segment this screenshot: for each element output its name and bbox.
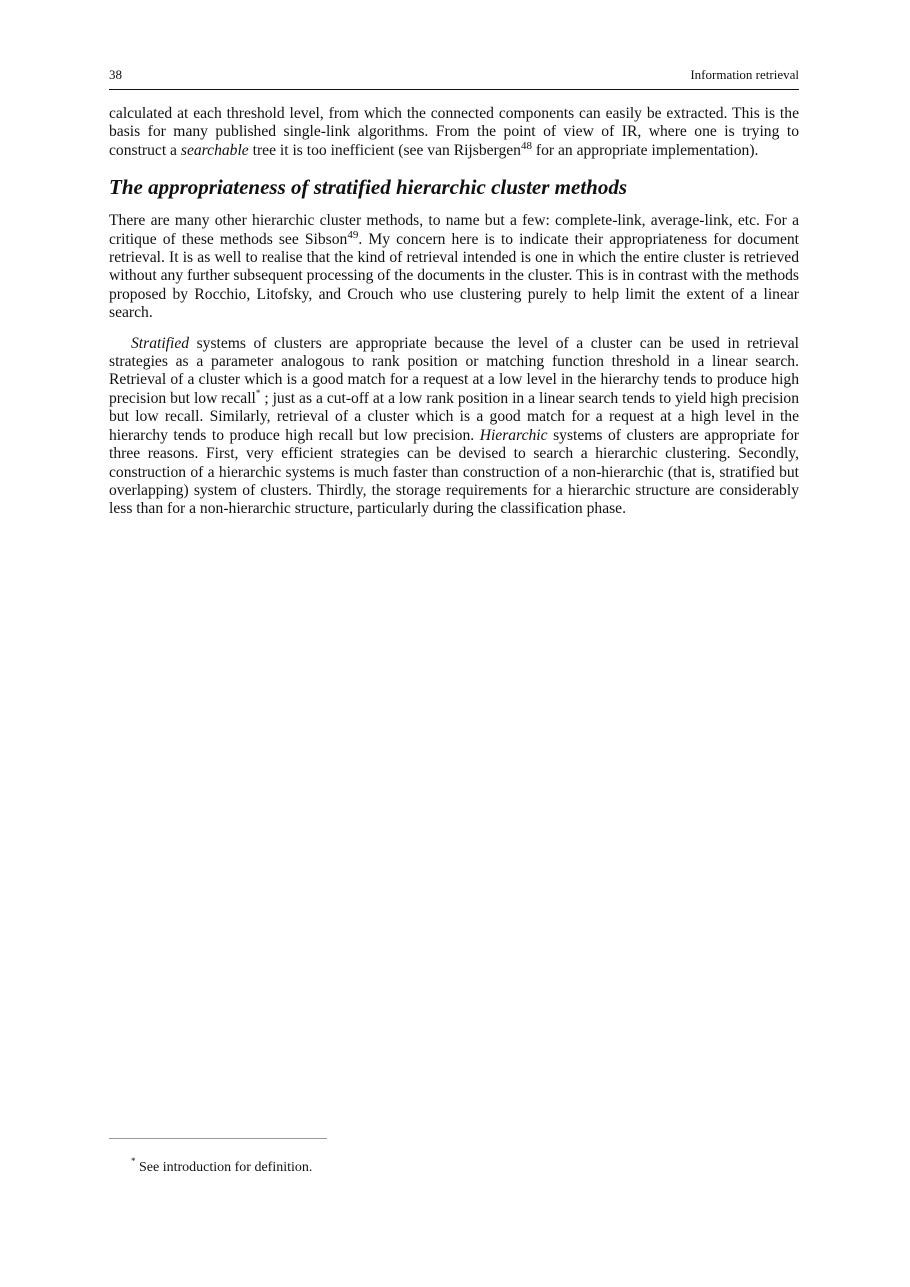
emphasis-searchable: searchable [180,141,249,159]
body-text [109,105,799,519]
footnote-star: * [131,1156,136,1166]
emphasis-stratified: Stratified [131,334,190,352]
section-heading: The appropriateness of stratified hierarchic cluster methods [109,175,628,200]
page-number: 38 [109,67,122,82]
reference-49: 49 [347,228,359,241]
intro-paragraph: calculated at each threshold level, from which the connected components can easily be extracted. This is the basis for many published single-link algorithms. From the point of view of IR, where one is trying to construct a searchable tree it is too inefficient (see van Rijsbergen$^{48}$ for an appropriate implementation). [109,105,799,159]
paragraph-1: There are many other hierarchic cluster methods, to name but a few: complete-link, average-link, etc. For a critique of these methods see Sibson$^{49}$. My concern here is to indicate their appropriateness for document retrieval. It is as well to realise that the kind of retrieval intended is one in which the entire cluster is retrieved without any further subsequent processing of the documents in the cluster. This is in contrast with the methods proposed by Rocchio, Litofsky, and Crouch who use clustering purely to help limit the extent of a linear search. [109,212,799,322]
running-head [109,66,799,84]
header-rule [109,89,799,90]
reference-48: 48 [520,139,532,152]
footnote [131,1156,731,1177]
footnote-text: See introduction for definition. [135,1160,313,1175]
running-title: Information retrieval [690,67,799,82]
document-page [109,0,799,1287]
footnote-rule [109,1138,327,1139]
paragraph-2: Stratified systems of clusters are appropriate because the level of a cluster can be used in retrieval strategies as a parameter analogous to rank position or matching function threshold in a linear search. Retrieval of a cluster which is a good match for a request at a low level in the hierarchy tends to produce high precision but low recall* ; just as a cut-off at a low rank position in a linear search tends to yield high precision but low recall. Similarly, retrieval of a cluster which is a good match for a request at a high level in the hierarchy tends to produce high recall but low precision. Hierarchic systems of clusters are appropriate for three reasons. First, very efficient strategies can be devised to search a hierarchic clustering. Secondly, construction of a hierarchic systems is much faster than construction of a non-hierarchic (that is, stratified but overlapping) system of clusters. Thirdly, the storage requirements for a hierarchic structure are considerably less than for a non-hierarchic structure, particularly during the classification phase. [109,334,799,518]
emphasis-hierarchic: Hierarchic [479,426,548,444]
footnote-marker: * [255,387,261,398]
